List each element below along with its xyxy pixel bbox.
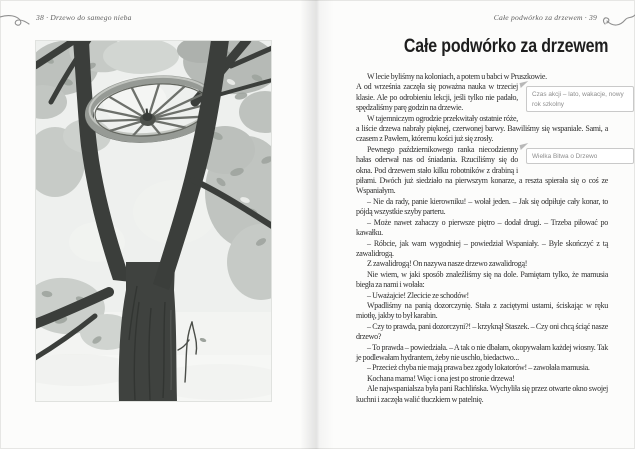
note-flag-icon [520,81,530,88]
tree-drawing [35,40,272,402]
paragraph: Ale najwspanialsza była pani Rachlińska. Wychyliła się przez otwarte okno swojej kuchni i zaczęła walić tłuczkiem w patelnię. [356,384,608,404]
note-flag-icon [520,143,530,150]
margin-note-time-of-action: Czas akcji – lato, wakacje, nowy rok szkolny [526,86,634,112]
paragraph: Kochana mama! Więc i ona jest po stronie drzewa! [367,373,515,383]
paragraph: Wielka Bitwa o Drzewo Pewnego październikowego ranka niecodzienny hałas oderwał nas od śniadania. Rzuciliśmy się do okna. Pod drzewem stało kilku robotników z drabiną i piłami. Dwóch już siedziało na pierwszym konarze, a reszta spierała się o coś ze Wspaniałym. [356,145,608,197]
paragraph: Wpadliśmy na panią dozorczynię. Stała z zaciętymi ustami, ściskając w ręku miotłę, jakby to był karabin. [356,300,608,321]
chapter-title: Całe podwórko za drzewem [403,36,608,57]
paragraph: Z zawalidrogą! On nazywa nasze drzewo zawalidrogą! [367,259,528,269]
page-right [318,0,635,449]
paragraph: W tajemniczym ogrodzie przekwitały ostatnie róże, a liście drzewa nabrały pięknej, czerwonej barwy. Bawiliśmy się wspaniale. Sami, a czasem z Pawłem, któremu kości już się zrosły. [356,113,608,144]
story-text [356,72,624,405]
paragraph: – Czy to prawda, pani dozorczyni?! – krzyknął Staszek. – Czy oni chcą ściąć nasze drzewo? [356,321,608,342]
tree-illustration [35,40,272,402]
running-head-left: 38 · Drzewo do samego nieba [36,13,132,22]
paragraph: – Może nawet zahaczy o pierwsze piętro – dodał drugi. – Trzeba piłować po kawałku. [356,217,608,238]
paragraph: – Róbcie, jak wam wygodniej – powiedział Wspaniały. – Byle skończyć z tą zawalidrogą. [356,238,608,258]
margin-note-great-battle: Wielka Bitwa o Drzewo [526,148,634,164]
paragraph: – Przecież chyba nie mają prawa bez zgody lokatorów! – zawołała mamusia. [367,363,590,373]
paragraph: – To prawda – powiedziała. – A tak o nie dbałam, okopywałam każdej wiosny. Tak je podlewałam hydrantem, żeby nie uschło, biedactwo... [356,342,608,362]
paragraph: – Uważajcie! Zlecicie ze schodów! [367,290,469,300]
paragraph: W lecie byliśmy na koloniach, a potem u babci w Pruszkowie. [367,72,547,81]
flourish-left-icon [0,12,30,28]
paragraph: Nie wiem, w jaki sposób znaleźliśmy się na dole. Pamiętam tylko, że mamusia biegła za nami i wołała: [356,269,608,290]
paragraph: – Nie da rady, panie kierowniku! – wołał jeden. – Jak się odpiłuje cały konar, to pójdą wszystkie szyby parteru. [356,196,608,217]
paragraph: Czas akcji – lato, wakacje, nowy rok szkolny A od września zaczęła się poważna nauka w trzeciej klasie. Ale po odrobieniu lekcji, jeśli tylko nie padało, spędzaliśmy parę godzin na drzewie. [356,82,608,113]
flourish-right-icon [601,12,635,30]
running-head-right: Całe podwórko za drzewem · 39 [493,13,597,22]
